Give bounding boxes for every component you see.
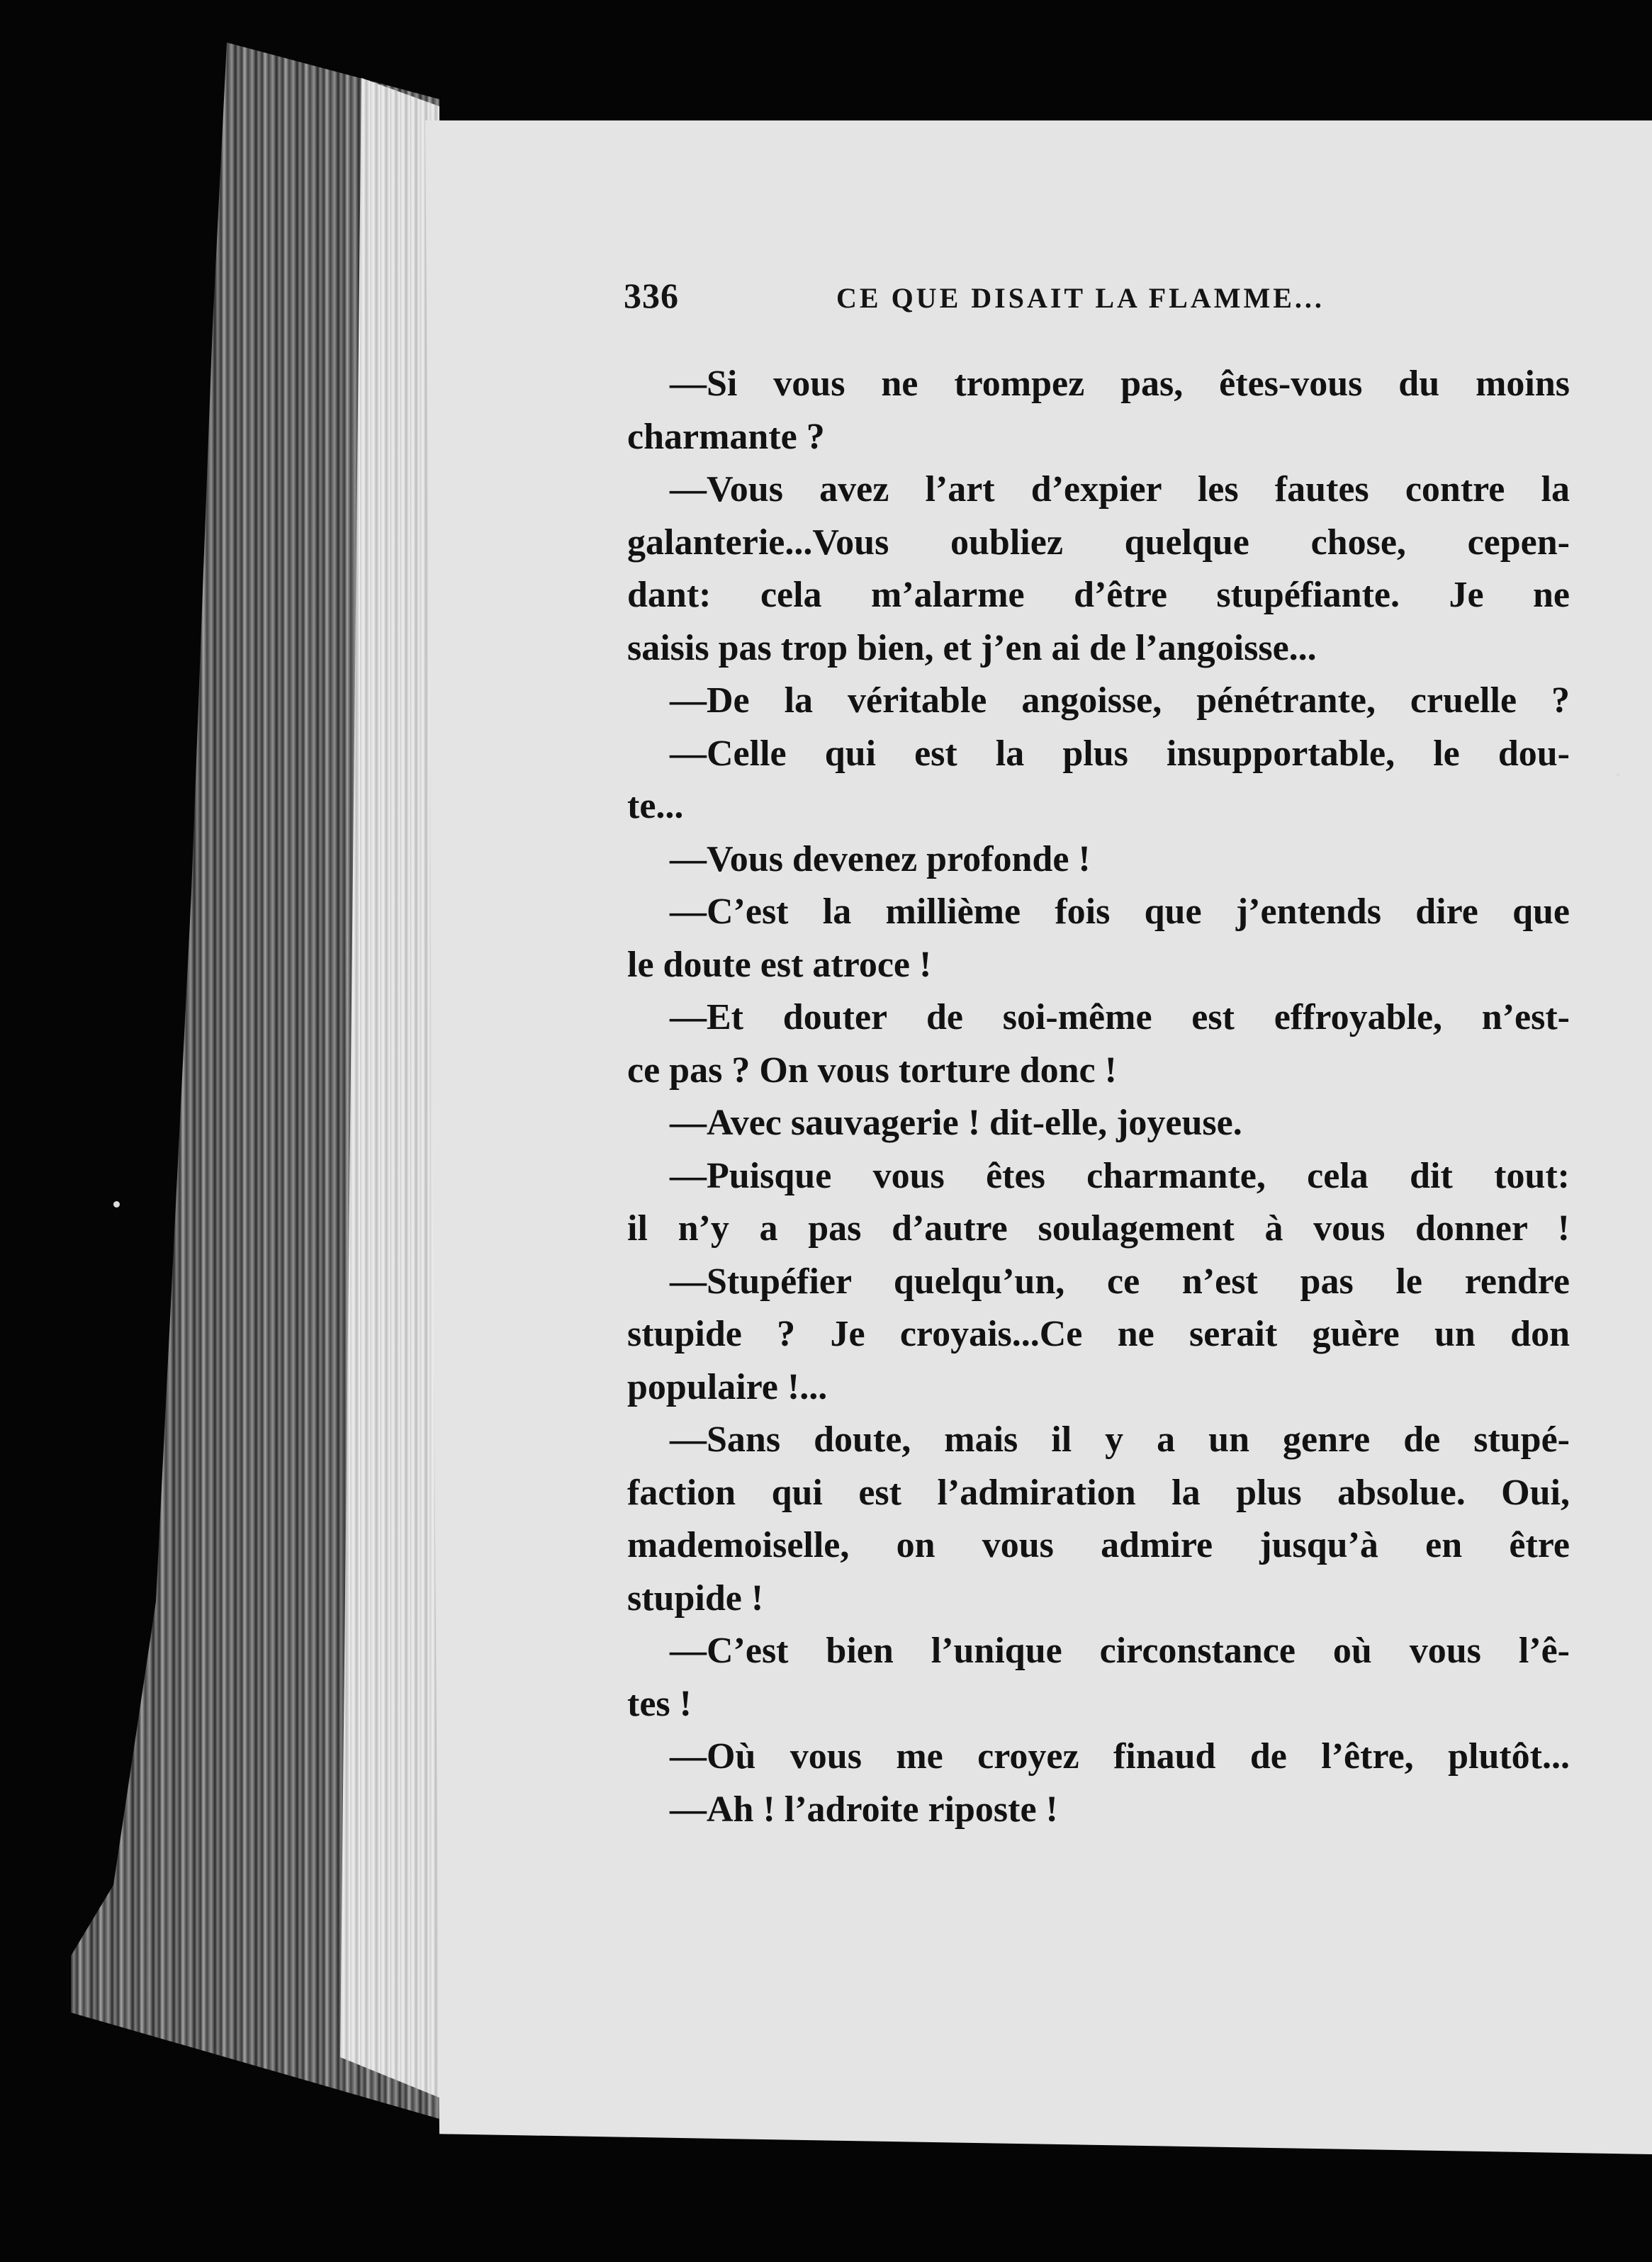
text-line: —Où vous me croyez finaud de l’être, plutôt... (670, 1736, 1570, 1777)
text-line: le doute est atroce ! (627, 944, 932, 985)
text-line: stupide ! (627, 1577, 764, 1619)
text-line: —Puisque vous êtes charmante, cela dit tout: (670, 1155, 1570, 1196)
text-line: tes ! (627, 1683, 692, 1724)
text-line: dant: cela m’alarme d’être stupéfiante. Je ne (627, 575, 1570, 615)
text-line: —Et douter de soi-même est effroyable, n’est- (670, 997, 1570, 1037)
text-line: —Ah ! l’adroite riposte ! (670, 1789, 1058, 1830)
text-line: —C’est bien l’unique circonstance où vous l’ê- (670, 1631, 1570, 1671)
text-line: ce pas ? On vous torture donc ! (627, 1050, 1117, 1091)
text-line: saisis pas trop bien, et j’en ai de l’angoisse... (627, 627, 1317, 668)
dust-speck (113, 1201, 120, 1208)
text-line: galanterie...Vous oubliez quelque chose, cepen- (627, 522, 1570, 563)
page-body-text (627, 358, 1570, 1836)
text-line: il n’y a pas d’autre soulagement à vous donner ! (627, 1208, 1570, 1249)
running-head (624, 275, 1361, 317)
page-number: 336 (624, 276, 679, 315)
dust-speck (1616, 772, 1620, 777)
text-line: —Avec sauvagerie ! dit-elle, joyeuse. (670, 1103, 1242, 1143)
text-line: faction qui est l’admiration la plus absolue. Oui, (627, 1472, 1570, 1513)
text-line: mademoiselle, on vous admire jusqu’à en être (627, 1525, 1570, 1565)
text-line: —Stupéfier quelqu’un, ce n’est pas le rendre (670, 1261, 1570, 1302)
text-line: charmante ? (627, 416, 825, 457)
text-line: —C’est la millième fois que j’entends dire que (670, 891, 1570, 932)
text-line: —Vous devenez profonde ! (670, 838, 1091, 879)
running-head-title: CE QUE DISAIT LA FLAMME... (836, 282, 1325, 314)
text-line: populaire !... (627, 1366, 828, 1407)
text-line: te... (627, 786, 684, 826)
text-line: —Celle qui est la plus insupportable, le dou- (670, 733, 1570, 774)
text-line: stupide ? Je croyais...Ce ne serait guère un don (627, 1314, 1570, 1354)
text-line: —Vous avez l’art d’expier les fautes contre la (670, 469, 1570, 510)
text-line: —Sans doute, mais il y a un genre de stupé- (670, 1419, 1570, 1460)
text-line: —Si vous ne trompez pas, êtes-vous du moins (670, 364, 1570, 404)
text-line: —De la véritable angoisse, pénétrante, cruelle ? (670, 680, 1570, 721)
